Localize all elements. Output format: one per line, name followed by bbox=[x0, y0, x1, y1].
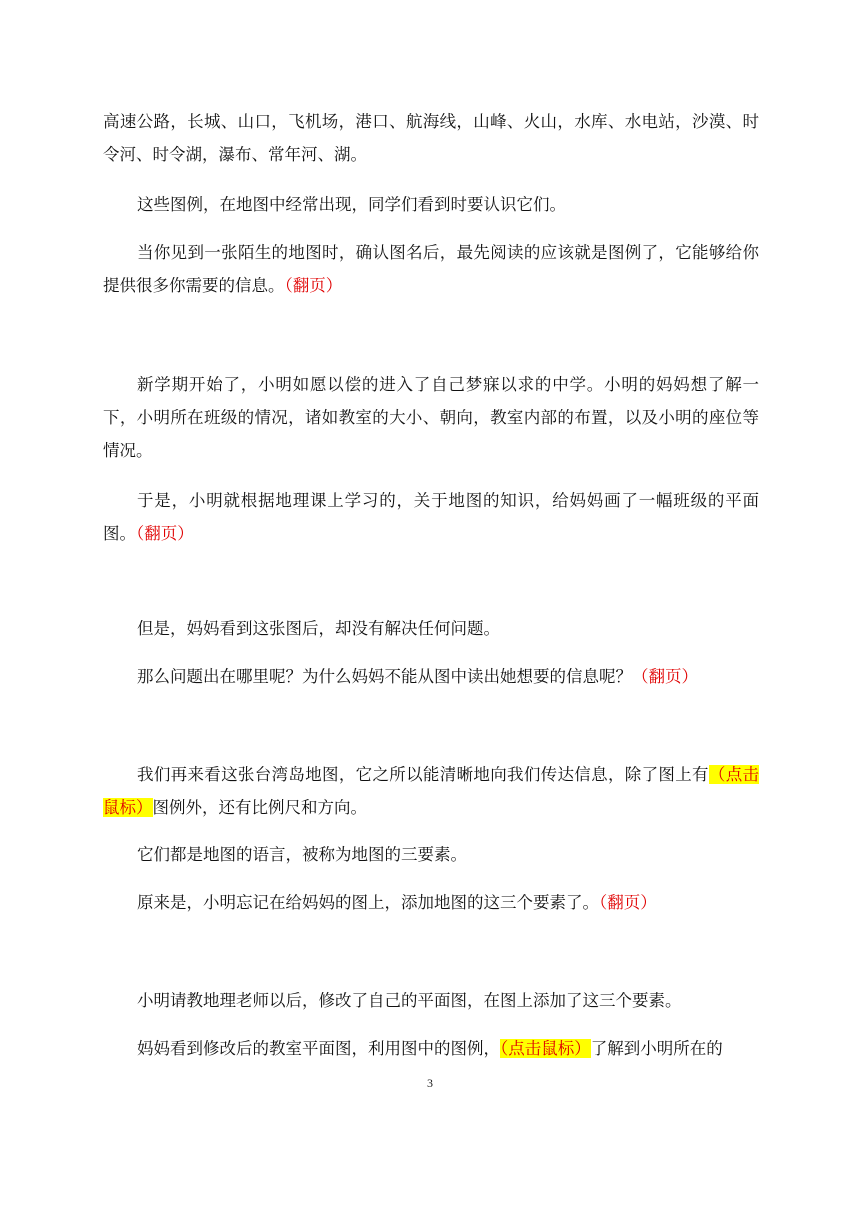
paragraph-text: 于是，小明就根据地理课上学习的，关于地图的知识，给妈妈画了一幅班级的平面图。 bbox=[103, 491, 759, 543]
paragraph-no-solution bbox=[103, 612, 759, 645]
paragraph-revised-plan bbox=[103, 984, 759, 1017]
paragraph-text: 原来是，小明忘记在给妈妈的图上，添加地图的这三个要素了。 bbox=[137, 893, 599, 912]
paragraph-map-language bbox=[103, 838, 759, 871]
paragraph-taiwan-map bbox=[103, 758, 759, 824]
paragraph-text: 了解到小明所在的 bbox=[590, 1039, 723, 1058]
paragraph-text: 这些图例，在地图中经常出现，同学们看到时要认识它们。 bbox=[137, 195, 566, 214]
paragraph-text: 高速公路，长城、山口，飞机场，港口、航海线，山峰、火山，水库、水电站，沙漠、时令河、时令湖，瀑布、常年河、湖。 bbox=[103, 112, 759, 164]
paragraph-text: 它们都是地图的语言，被称为地图的三要素。 bbox=[137, 845, 467, 864]
paragraph-text: 图例外，还有比例尺和方向。 bbox=[152, 798, 367, 817]
paragraph-forgot-elements bbox=[103, 886, 759, 919]
click-mouse-highlight: （点击鼠标） bbox=[500, 1039, 591, 1058]
paragraph-text: 我们再来看这张台湾岛地图，它之所以能清晰地向我们传达信息，除了图上有 bbox=[137, 765, 709, 784]
paragraph-text: 小明请教地理老师以后，修改了自己的平面图，在图上添加了这三个要素。 bbox=[137, 991, 682, 1010]
page-turn-note: （翻页） bbox=[632, 667, 698, 686]
paragraph-text: 当你见到一张陌生的地图时，确认图名后，最先阅读的应该就是图例了，它能够给你提供很多你需要的信息。 bbox=[103, 243, 759, 295]
paragraph-reading-legend bbox=[103, 236, 759, 302]
paragraph-floor-plan bbox=[103, 484, 759, 550]
click-mouse-highlight: （点击鼠标） bbox=[103, 765, 760, 817]
paragraph-text: 那么问题出在哪里呢？为什么妈妈不能从图中读出她想要的信息呢？ bbox=[137, 667, 632, 686]
paragraph-text: 但是，妈妈看到这张图后，却没有解决任何问题。 bbox=[137, 619, 500, 638]
paragraph-legend-note bbox=[103, 188, 759, 221]
paragraph-legend-list bbox=[103, 105, 759, 171]
paragraph-text: 新学期开始了，小明如愿以偿的进入了自己梦寐以求的中学。小明的妈妈想了解一下，小明所在班级的情况，诸如教室的大小、朝向，教室内部的布置，以及小明的座位等情况。 bbox=[103, 375, 759, 460]
page-turn-note: （翻页） bbox=[136, 524, 194, 543]
paragraph-new-semester bbox=[103, 368, 759, 467]
page-turn-note: （翻页） bbox=[599, 893, 657, 912]
paragraph-mom-reads bbox=[103, 1032, 759, 1065]
page-number: 3 bbox=[427, 1076, 433, 1090]
paragraph-question bbox=[103, 660, 759, 693]
page-turn-note: （翻页） bbox=[284, 276, 343, 295]
paragraph-text: 妈妈看到修改后的教室平面图，利用图中的图例， bbox=[137, 1039, 500, 1058]
